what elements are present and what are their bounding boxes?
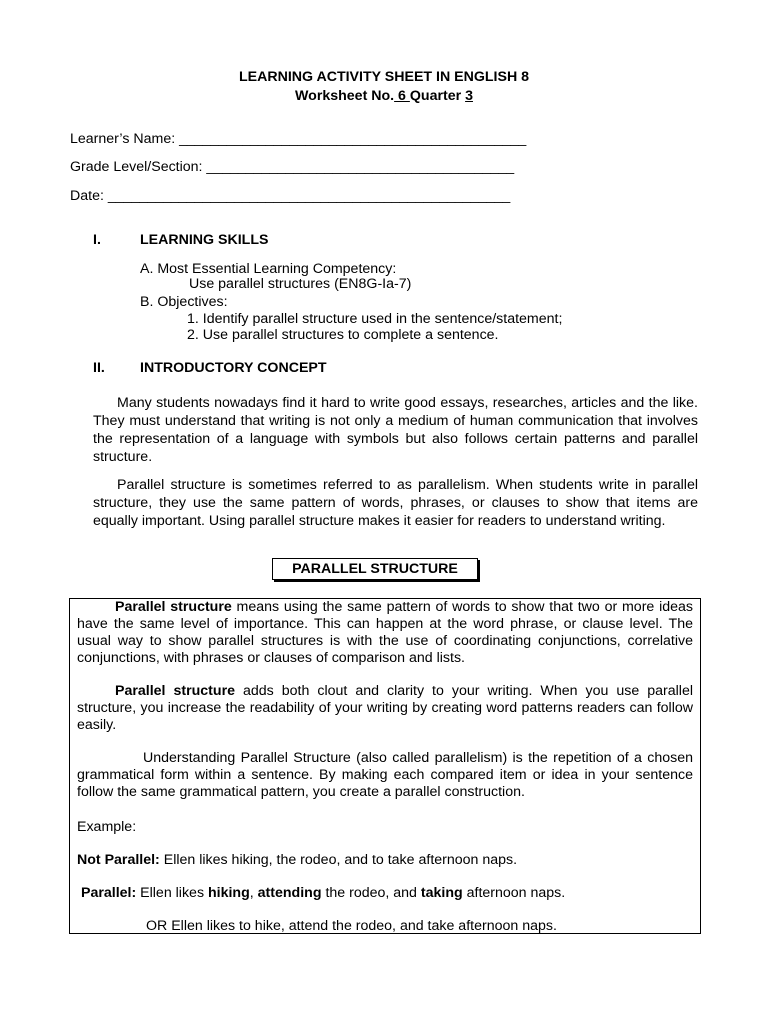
intro-paragraph-1: Many students nowadays find it hard to write good essays, researches, articles and the like. They must understand that writing is not only a medium of human communication that involves the representation of a language with symbols but also follows certain patterns and parallel structure.	[93, 395, 698, 465]
bold-term: Parallel structure	[115, 683, 235, 699]
section1-number: I.	[93, 232, 101, 248]
quarter-number: 3	[465, 88, 473, 104]
parallel-bold-word: hiking	[207, 885, 250, 901]
parallel-text: afternoon naps.	[462, 885, 566, 901]
section2-title: INTRODUCTORY CONCEPT	[140, 360, 327, 376]
date-field: Date: ___________________________________________________	[70, 188, 511, 204]
not-parallel-text: Ellen likes hiking, the rodeo, and to take afternoon naps.	[159, 852, 518, 868]
grade-level-field: Grade Level/Section: _______________________________________	[70, 159, 515, 175]
parallel-text: ,	[249, 885, 258, 901]
worksheet-subtitle	[0, 88, 768, 104]
intro-paragraph-2: Parallel structure is sometimes referred to as parallelism. When students write in parallel structure, they use the same pattern of words, phrases, or clauses to show that items are equally important. Using parallel structure makes it easier for readers to understand writing.	[93, 477, 698, 529]
competency-detail: Use parallel structures (EN8G-Ia-7)	[189, 276, 412, 292]
parallel-label: Parallel:	[81, 885, 137, 901]
parallel-example	[81, 885, 565, 901]
not-parallel-example	[77, 852, 517, 868]
worksheet-prefix: Worksheet No.	[295, 88, 395, 104]
section2-number: II.	[93, 360, 105, 376]
objective-item: 2. Use parallel structures to complete a sentence.	[187, 327, 499, 343]
worksheet-title: LEARNING ACTIVITY SHEET IN ENGLISH 8	[238, 69, 530, 85]
box-paragraph-1	[77, 599, 693, 667]
not-parallel-label: Not Parallel:	[77, 852, 160, 868]
example-label: Example:	[77, 819, 137, 835]
parallel-text: the rodeo, and	[321, 885, 421, 901]
bold-term: Parallel structure	[115, 599, 232, 615]
objective-item: 1. Identify parallel structure used in the sentence/statement;	[187, 311, 563, 327]
box-paragraph-1-text: means using the same pattern of words to show that two or more ideas have the same level of importance. This can happen at the word phrase, or clause level. The usual way to show parallel structures is with the use of coordinating conjunctions, correlative conjunctions, with phrases or clauses of comparison and lists.	[77, 599, 694, 666]
competency-label: A. Most Essential Learning Competency:	[140, 261, 397, 277]
box-paragraph-3: Understanding Parallel Structure (also called parallelism) is the repetition of a chosen grammatical form within a sentence. By making each compared item or idea in your sentence follow the same grammatical pattern, you create a parallel construction.	[77, 750, 693, 800]
worksheet-number: 6	[394, 88, 410, 104]
section1-title: LEARNING SKILLS	[140, 232, 269, 248]
parallel-text: Ellen likes	[136, 885, 208, 901]
parallel-structure-heading: PARALLEL STRUCTURE	[272, 558, 478, 580]
parallel-bold-word: taking	[420, 885, 463, 901]
box-paragraph-2-text: adds both clout and clarity to your writing. When you use parallel structure, you increase the readability of your writing by creating word patterns readers can follow easily.	[77, 683, 693, 733]
objectives-label: B. Objectives:	[140, 294, 228, 310]
learner-name-field: Learner’s Name: ____________________________________________	[70, 131, 527, 147]
quarter-label: Quarter	[409, 88, 462, 104]
parallel-bold-word: attending	[257, 885, 322, 901]
box-paragraph-2	[77, 683, 693, 734]
alternative-example: OR Ellen likes to hike, attend the rodeo, and take afternoon naps.	[146, 918, 557, 934]
